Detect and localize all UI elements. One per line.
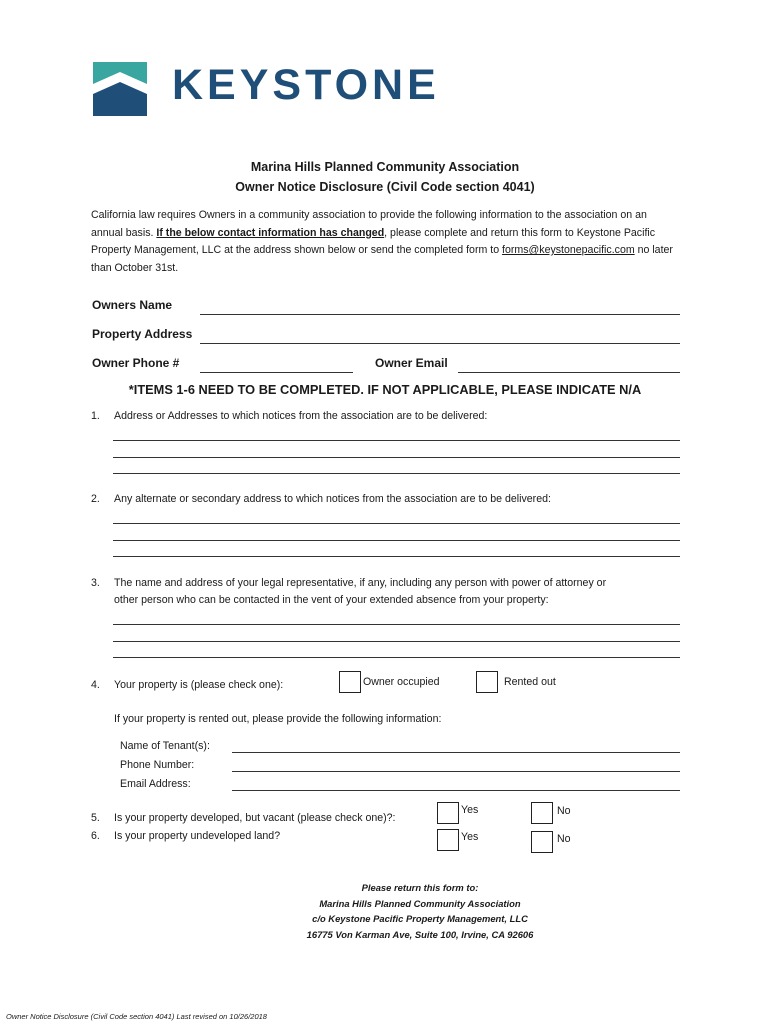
property-address-label: Property Address <box>92 327 193 341</box>
q6-no-checkbox[interactable] <box>531 831 553 853</box>
owner-email-label: Owner Email <box>375 356 448 370</box>
owners-name-label: Owners Name <box>92 298 173 312</box>
q5-no-label: No <box>557 805 571 817</box>
return-info <box>0 880 770 942</box>
intro-emphasis: If the below contact information has changed <box>156 226 385 239</box>
return-care-of: c/o Keystone Pacific Property Management, LLC <box>312 913 528 924</box>
intro-paragraph <box>91 207 681 277</box>
rented-out-checkbox[interactable] <box>476 671 498 693</box>
owner-phone-field[interactable] <box>200 372 353 373</box>
items-heading: *ITEMS 1-6 NEED TO BE COMPLETED. IF NOT APPLICABLE, PLEASE INDICATE N/A <box>128 382 642 397</box>
q6-no-label: No <box>557 833 571 845</box>
q6-yes-checkbox[interactable] <box>437 829 459 851</box>
q4-number: 4. <box>91 679 100 691</box>
tenant-name-field[interactable] <box>232 752 680 753</box>
return-heading: Please return this form to: <box>361 882 479 893</box>
email-link[interactable]: forms@keystonepacific.com <box>502 244 635 256</box>
q5-number: 5. <box>91 812 100 824</box>
q5-no-checkbox[interactable] <box>531 802 553 824</box>
tenant-name-label: Name of Tenant(s): <box>120 740 210 752</box>
q1-answer-line[interactable] <box>113 440 680 441</box>
intro-text-2: , please complete and return this form to Keystone Pacific Property Management, LLC at the address shown below or send the completed form to <box>91 226 656 256</box>
q2-number: 2. <box>91 493 100 505</box>
return-association: Marina Hills Planned Community Association <box>319 897 521 909</box>
intro-text-3: no later than October 31st. <box>91 244 673 274</box>
q1-text: Address or Addresses to which notices from the association are to be delivered: <box>114 410 488 422</box>
keystone-logo-text: KEYSTONE <box>172 61 440 109</box>
q3-answer-line[interactable] <box>113 624 680 625</box>
q2-answer-line[interactable] <box>113 556 680 557</box>
q6-yes-label: Yes <box>461 831 479 843</box>
form-title: Marina Hills Planned Community Association <box>250 160 520 174</box>
tenant-email-label: Email Address: <box>120 778 191 790</box>
q6-text: Is your property undeveloped land? <box>114 830 281 842</box>
return-address: 16775 Von Karman Ave, Suite 100, Irvine, CA 92606 <box>306 928 534 940</box>
q3-text-line1: The name and address of your legal representative, if any, including any person with power of attorney or <box>114 577 607 589</box>
keystone-logo-mark <box>93 62 147 116</box>
property-address-field[interactable] <box>200 343 680 344</box>
q5-yes-label: Yes <box>461 804 479 816</box>
rented-intro: If your property is rented out, please provide the following information: <box>114 713 442 725</box>
q1-answer-line[interactable] <box>113 457 680 458</box>
form-subtitle: Owner Notice Disclosure (Civil Code section 4041) <box>235 180 535 194</box>
q3-number: 3. <box>91 577 100 589</box>
q3-answer-line[interactable] <box>113 657 680 658</box>
q4-text: Your property is (please check one): <box>114 679 284 691</box>
intro-text-1: California law requires Owners in a community association to provide the following information to the association on an annual basis. <box>91 209 647 239</box>
q1-number: 1. <box>91 410 100 422</box>
q5-yes-checkbox[interactable] <box>437 802 459 824</box>
q1-answer-line[interactable] <box>113 473 680 474</box>
rented-out-label: Rented out <box>504 676 556 688</box>
q3-answer-line[interactable] <box>113 641 680 642</box>
tenant-phone-field[interactable] <box>232 771 680 772</box>
revision-footnote: Owner Notice Disclosure (Civil Code section 4041) Last revised on 10/26/2018 <box>6 1012 267 1021</box>
owner-occupied-checkbox[interactable] <box>339 671 361 693</box>
owners-name-field[interactable] <box>200 314 680 315</box>
owner-phone-label: Owner Phone # <box>92 356 180 370</box>
tenant-phone-label: Phone Number: <box>120 759 195 771</box>
q2-answer-line[interactable] <box>113 540 680 541</box>
q3-text-line2: other person who can be contacted in the vent of your extended absence from your property: <box>114 594 549 606</box>
q2-text: Any alternate or secondary address to which notices from the association are to be delivered: <box>114 493 551 505</box>
q6-number: 6. <box>91 830 100 842</box>
owner-email-field[interactable] <box>458 372 680 373</box>
q2-answer-line[interactable] <box>113 523 680 524</box>
q5-text: Is your property developed, but vacant (please check one)?: <box>114 812 396 824</box>
owner-occupied-label: Owner occupied <box>363 676 440 688</box>
tenant-email-field[interactable] <box>232 790 680 791</box>
